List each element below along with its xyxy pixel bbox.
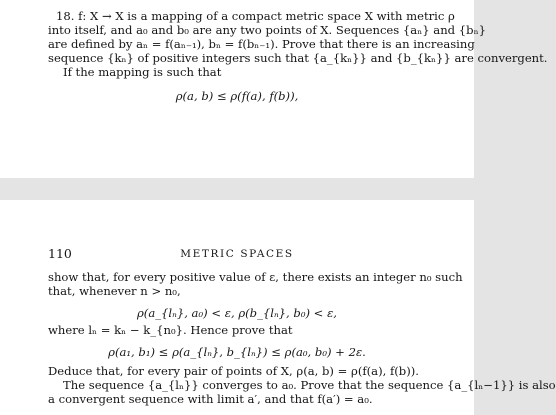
text-line-1: show that, for every positive value of ε, there exists an integer n₀ such bbox=[48, 270, 463, 284]
problem-line-1: 18. f: X → X is a mapping of a compact metric space X with metric ρ bbox=[56, 9, 455, 23]
problem-line-2: into itself, and a₀ and b₀ are any two points of X. Sequences {aₙ} and {bₙ} bbox=[48, 23, 486, 37]
text-line-6: a convergent sequence with limit a′, and that f(a′) = a₀. bbox=[48, 392, 373, 406]
text-line-5: The sequence {a_{lₙ}} converges to a₀. Prove that the sequence {a_{lₙ−1}} is also bbox=[63, 378, 556, 392]
problem-line-5: If the mapping is such that bbox=[63, 65, 222, 79]
equation-epsilon: ρ(a_{lₙ}, a₀) < ε, ρ(b_{lₙ}, b₀) < ε, bbox=[136, 306, 337, 320]
running-head: METRIC SPACES bbox=[180, 248, 294, 260]
equation-condition: ρ(a, b) ≤ ρ(f(a), f(b)), bbox=[175, 89, 299, 103]
equation-inequality: ρ(a₁, b₁) ≤ ρ(a_{lₙ}, b_{lₙ}) ≤ ρ(a₀, b₀) + 2ε. bbox=[108, 345, 366, 359]
page-number: 110 bbox=[48, 246, 72, 261]
page-top bbox=[0, 0, 548, 178]
page-bottom bbox=[0, 200, 556, 415]
text-line-2: that, whenever n > n₀, bbox=[48, 284, 181, 298]
problem-line-4: sequence {kₙ} of positive integers such that {a_{kₙ}} and {b_{kₙ}} are convergent. bbox=[48, 51, 548, 65]
text-line-4: Deduce that, for every pair of points of X, ρ(a, b) = ρ(f(a), f(b)). bbox=[48, 364, 419, 378]
text-line-3: where lₙ = kₙ − k_{n₀}. Hence prove that bbox=[48, 323, 293, 337]
problem-line-3: are defined by aₙ = f(aₙ₋₁), bₙ = f(bₙ₋₁). Prove that there is an increasing bbox=[48, 37, 475, 51]
